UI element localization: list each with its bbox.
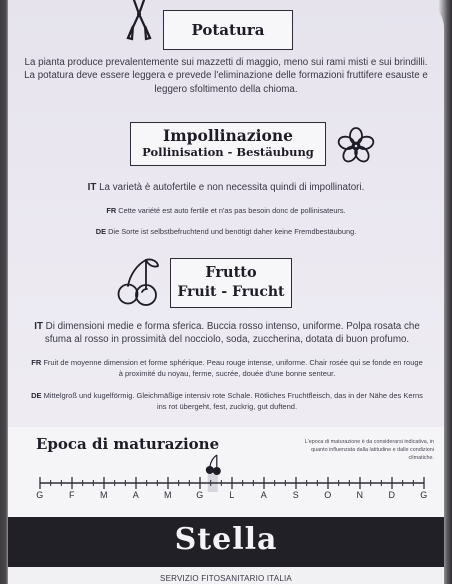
potatura-text: La pianta produce prevalentemente sui mazzetti di maggio, meno sui rami misti e sui brindilli. La potatura deve essere leggera e prevede l'eliminazione delle formazioni fruttifere esauste e leggero sfoltimento della chioma. [24,57,428,95]
month-label: A [260,490,268,500]
month-label: O [324,490,332,500]
maturazione-title: Epoca di maturazione [36,435,220,453]
month-label: D [388,490,396,500]
maturazione-panel [8,427,444,517]
flower-icon [336,126,376,166]
month-label: M [164,490,172,500]
cherries-icon [114,256,162,306]
month-label: F [69,490,75,500]
impollinazione-de-body: Die Sorte ist selbstbefruchtend und benötigt daher keine Fremdbestäubung. [108,227,357,236]
maturazione-note: L'epoca di maturazione è da considerarsi indicativa, in quanto influenzata dalla latitudine e dalle condizioni climatiche. [304,439,434,461]
month-label: G [420,490,428,500]
frutto-de-body: Mittelgroß und kugelförmig. Gleichmäßige intensiv rote Schale. Rötliches Fruchtfleisch, das in der Nähe des Kerns ins rot übergeht, fest, zuckrig, gut duftend. [43,391,423,411]
frutto-fr-body: Fruit de moyenne dimension et forme sphérique. Peau rouge intense, uniforme. Chair rosée qui se fonde en rouge à proximité du noyau, ferme, sucrée, douée d'une bonne senteur. [43,358,423,378]
month-label: N [356,490,364,500]
month-label: G [36,490,44,500]
month-label: A [132,490,140,500]
service-footer: SERVIZIO FITOSANITARIO ITALIA [160,574,292,583]
potatura-title: Potatura [163,10,293,50]
lang-code-it: IT [87,182,97,193]
cherries-marker-icon [206,455,221,475]
lang-code-fr: FR [106,206,117,215]
plant-label-card [8,0,444,584]
frutto-it-text [22,320,432,346]
impollinazione-fr-text [28,206,424,216]
impollinazione-de-text [28,227,424,237]
variety-band [8,517,444,567]
impollinazione-it-text [28,181,424,194]
impollinazione-it-body: La varietà è autofertile e non necessita quindi di impollinatori. [99,182,365,193]
impollinazione-subtitle: Pollinisation - Bestäubung [142,145,314,159]
month-label: L [229,490,235,500]
impollinazione-title: Impollinazione [163,126,293,145]
lang-code-de: DE [95,227,107,236]
lang-code-it: IT [34,321,43,332]
frutto-fr-text [30,358,424,379]
frutto-subtitle: Fruit - Frucht [177,284,285,300]
frutto-it-body: Di dimensioni medie e forma sferica. Buccia rosso intenso, uniforme. Polpa rosata che sfuma al rosso in prossimità del nocciolo, soda, zuccherina, dotata di buon profumo. [44,321,420,346]
lang-code-fr: FR [31,358,42,367]
month-label: S [292,490,300,500]
impollinazione-fr-body: Cette variété est auto fertile et n'as pas besoin donc de pollinisateurs. [118,206,346,215]
pruning-shears-icon [120,0,158,42]
month-label: M [100,490,108,500]
frutto-de-text [30,391,424,412]
month-label: G [196,490,204,500]
maturazione-timeline [8,427,444,517]
variety-name: Stella [174,522,278,557]
lang-code-de: DE [31,391,42,400]
frutto-title-box [170,258,292,308]
frutto-title: Frutto [205,264,257,281]
impollinazione-title-box [130,122,326,166]
